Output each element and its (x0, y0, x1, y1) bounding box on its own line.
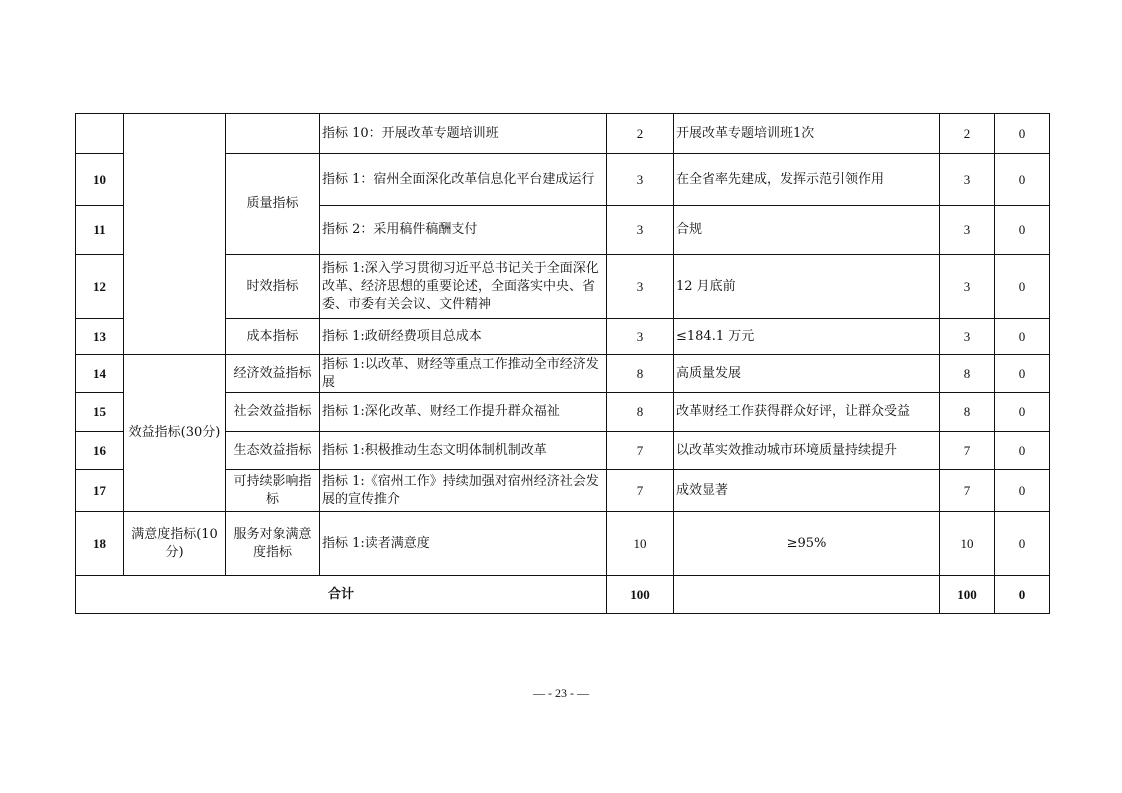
indicator-text: 指标 1:政研经费项目总成本 (320, 319, 607, 355)
weight-value: 3 (607, 255, 674, 319)
indicator-text: 指标 1:积极推动生态文明体制机制改革 (320, 432, 607, 470)
row-index: 13 (76, 319, 124, 355)
page-number: — - 23 - — (533, 686, 589, 700)
target-value: 合规 (674, 206, 940, 255)
score-value: 3 (940, 206, 995, 255)
level3-label: 可持续影响指标 (226, 470, 320, 512)
weight-value: 8 (607, 393, 674, 432)
row-index (76, 114, 124, 154)
total-score: 100 (940, 576, 995, 614)
indicator-text: 指标 1:《宿州工作》持续加强对宿州经济社会发展的宣传推介 (320, 470, 607, 512)
score-value: 8 (940, 393, 995, 432)
row-index: 15 (76, 393, 124, 432)
score-value: 3 (940, 255, 995, 319)
deduction-value: 0 (995, 355, 1050, 393)
target-value: 在全省率先建成，发挥示范引领作用 (674, 154, 940, 206)
level2-empty-cell (124, 114, 226, 355)
weight-value: 2 (607, 114, 674, 154)
score-value: 10 (940, 512, 995, 576)
target-value: 开展改革专题培训班1次 (674, 114, 940, 154)
row-index: 12 (76, 255, 124, 319)
table-row (76, 512, 1050, 576)
deduction-value: 0 (995, 432, 1050, 470)
total-label: 合计 (76, 576, 607, 614)
table-row (76, 355, 1050, 393)
total-row (76, 576, 1050, 614)
deduction-value: 0 (995, 393, 1050, 432)
score-value: 7 (940, 470, 995, 512)
row-index: 17 (76, 470, 124, 512)
weight-value: 7 (607, 470, 674, 512)
indicator-text: 指标 1:深入学习贯彻习近平总书记关于全面深化改革、经济思想的重要论述，全面落实中央、省委、市委有关会议、文件精神 (320, 255, 607, 319)
deduction-value: 0 (995, 470, 1050, 512)
indicator-text: 指标 2：采用稿件稿酬支付 (320, 206, 607, 255)
indicator-text: 指标 1:以改革、财经等重点工作推动全市经济发展 (320, 355, 607, 393)
weight-value: 3 (607, 154, 674, 206)
score-value: 3 (940, 154, 995, 206)
performance-indicator-table (75, 113, 1050, 614)
deduction-value: 0 (995, 154, 1050, 206)
level3-label: 时效指标 (226, 255, 320, 319)
deduction-value: 0 (995, 512, 1050, 576)
indicator-text: 指标 1:读者满意度 (320, 512, 607, 576)
weight-value: 8 (607, 355, 674, 393)
level3-label: 服务对象满意度指标 (226, 512, 320, 576)
weight-value: 7 (607, 432, 674, 470)
target-value: 12 月底前 (674, 255, 940, 319)
row-index: 10 (76, 154, 124, 206)
target-value: 以改革实效推动城市环境质量持续提升 (674, 432, 940, 470)
row-index: 16 (76, 432, 124, 470)
target-value: 成效显著 (674, 470, 940, 512)
weight-value: 10 (607, 512, 674, 576)
level2-benefit-label: 效益指标(30分) (124, 355, 226, 512)
target-value: 高质量发展 (674, 355, 940, 393)
deduction-value: 0 (995, 319, 1050, 355)
deduction-value: 0 (995, 255, 1050, 319)
indicator-text: 指标 10：开展改革专题培训班 (320, 114, 607, 154)
score-value: 2 (940, 114, 995, 154)
total-deduction: 0 (995, 576, 1050, 614)
level3-label: 经济效益指标 (226, 355, 320, 393)
level2-satisfaction-label: 满意度指标(10分) (124, 512, 226, 576)
row-index: 14 (76, 355, 124, 393)
level3-label: 生态效益指标 (226, 432, 320, 470)
level3-label: 成本指标 (226, 319, 320, 355)
total-target-empty (674, 576, 940, 614)
table-row (76, 114, 1050, 154)
indicator-text: 指标 1：宿州全面深化改革信息化平台建成运行 (320, 154, 607, 206)
level3-label: 社会效益指标 (226, 393, 320, 432)
row-index: 11 (76, 206, 124, 255)
score-value: 3 (940, 319, 995, 355)
score-value: 7 (940, 432, 995, 470)
indicator-text: 指标 1:深化改革、财经工作提升群众福祉 (320, 393, 607, 432)
weight-value: 3 (607, 206, 674, 255)
deduction-value: 0 (995, 206, 1050, 255)
level3-empty-cell (226, 114, 320, 154)
target-value: 改革财经工作获得群众好评，让群众受益 (674, 393, 940, 432)
deduction-value: 0 (995, 114, 1050, 154)
total-weight: 100 (607, 576, 674, 614)
weight-value: 3 (607, 319, 674, 355)
level3-quality-label: 质量指标 (226, 154, 320, 255)
row-index: 18 (76, 512, 124, 576)
target-value: ≤184.1 万元 (674, 319, 940, 355)
performance-table-wrapper (75, 113, 1049, 614)
score-value: 8 (940, 355, 995, 393)
target-value: ≥95% (674, 512, 940, 576)
